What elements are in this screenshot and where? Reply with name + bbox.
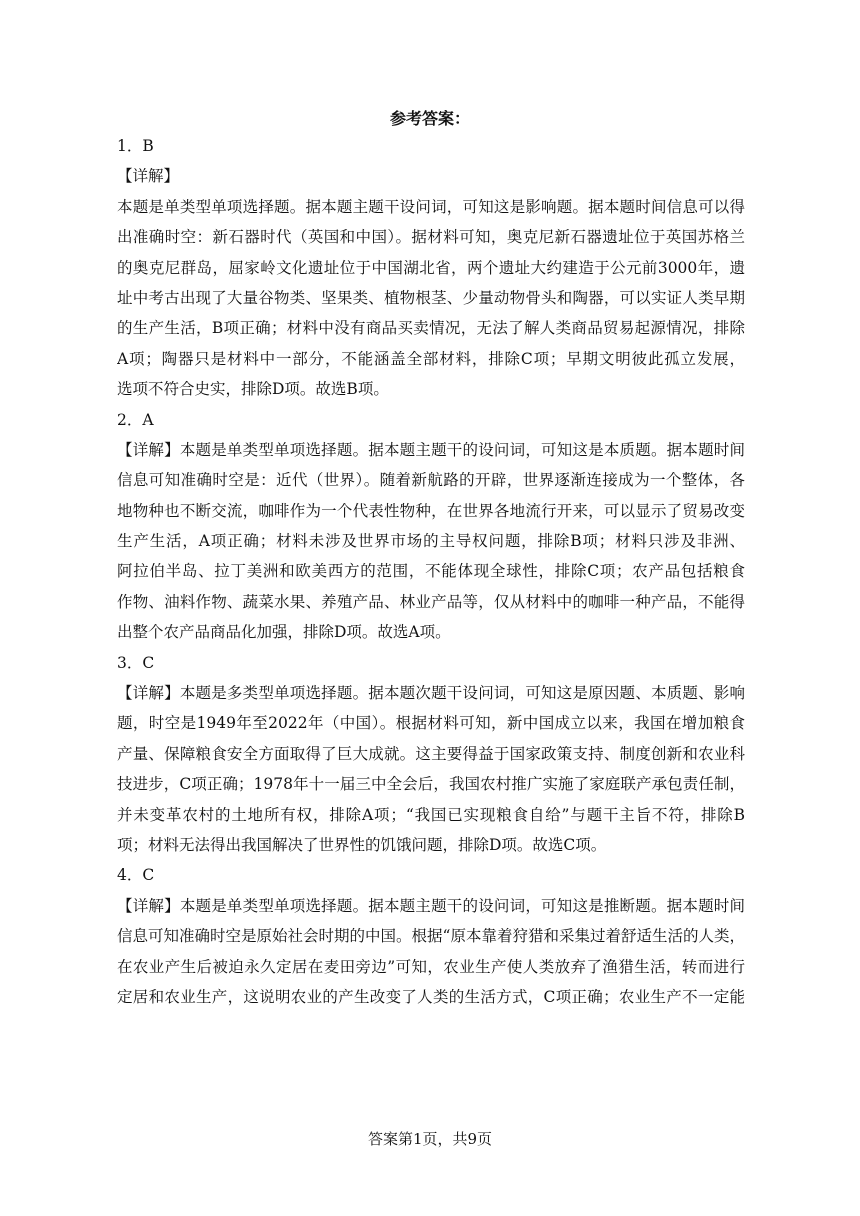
text-line: 选项不符合史实，排除D项。故选B项。 [117, 380, 389, 399]
text-line: 址中考古出现了大量谷物类、坚果类、植物根茎、少量动物骨头和陶器，可以实证人类早期 [117, 288, 745, 307]
text-line: 信息可知准确时空是：近代（世界）。随着新航路的开辟，世界逐渐连接成为一个整体，各 [117, 471, 745, 490]
text-line: 产量、保障粮食安全方面取得了巨大成就。这主要得益于国家政策支持、制度创新和农业科 [117, 744, 745, 763]
text-line: 【详解】 [117, 167, 180, 186]
text-line: 生产生活，A项正确；材料未涉及世界市场的主导权问题，排除B项；材料只涉及非洲、 [117, 532, 745, 551]
text-line: 并未变革农村的土地所有权，排除A项；“我国已实现粮食自给”与题干主旨不符，排除B [117, 805, 745, 824]
answer-body [117, 131, 745, 1012]
text-line: 出准确时空：新石器时代（英国和中国）。据材料可知，奥克尼新石器遗址位于英国苏格兰 [117, 228, 745, 247]
text-line: 定居和农业生产，这说明农业的产生改变了人类的生活方式，C项正确；农业生产不一定能 [117, 987, 745, 1006]
text-line: 的奥克尼群岛，屈家岭文化遗址位于中国湖北省，两个遗址大约建造于公元前3000年，遗 [117, 258, 745, 277]
page-footer: 答案第1页，共9页 [367, 1130, 493, 1148]
text-line: 信息可知准确时空是原始社会时期的中国。根据“原本靠着狩猎和采集过着舒适生活的人类， [117, 927, 745, 946]
text-line: 1．B [117, 137, 154, 155]
text-line: 本题是单类型单项选择题。据本题主题干设问词，可知这是影响题。据本题时间信息可以得 [117, 197, 745, 216]
text-line: 作物、油料作物、蔬菜水果、养殖产品、林业产品等，仅从材料中的咖啡一种产品，不能得 [117, 592, 745, 611]
text-line: 【详解】本题是单类型单项选择题。据本题主题干的设问词，可知这是本质题。据本题时间 [117, 440, 745, 459]
text-line: 题，时空是1949年至2022年（中国）。根据材料可知，新中国成立以来，我国在增加粮食 [117, 714, 745, 733]
text-line: 【详解】本题是多类型单项选择题。据本题次题干设问词，可知这是原因题、本质题、影响 [117, 684, 745, 703]
text-line: 技进步，C项正确；1978年十一届三中全会后，我国农村推广实施了家庭联产承包责任制， [117, 775, 745, 794]
text-line: 4．C [117, 866, 155, 885]
text-line: 【详解】本题是单类型单项选择题。据本题主题干的设问词，可知这是推断题。据本题时间 [117, 896, 745, 915]
text-line: 出整个农产品商品化加强，排除D项。故选A项。 [117, 623, 451, 642]
text-line: 的生产生活，B项正确；材料中没有商品买卖情况，无法了解人类商品贸易起源情况，排除 [117, 319, 745, 338]
text-line: 在农业产生后被迫永久定居在麦田旁边”可知，农业生产使人类放弃了渔猎生活，转而进行 [117, 957, 745, 976]
text-line: 项；材料无法得出我国解决了世界性的饥饿问题，排除D项。故选C项。 [117, 835, 607, 854]
text-line: A项；陶器只是材料中一部分，不能涵盖全部材料，排除C项；早期文明彼此孤立发展， [117, 349, 745, 368]
page-title: 参考答案： [389, 109, 470, 128]
text-line: 阿拉伯半岛、拉丁美洲和欧美西方的范围，不能体现全球性，排除C项；农产品包括粮食 [117, 562, 745, 581]
text-line: 3．C [117, 653, 155, 672]
text-line: 地物种也不断交流，咖啡作为一个代表性物种，在世界各地流行开来，可以显示了贸易改变 [117, 501, 745, 520]
text-line: 2．A [117, 410, 154, 429]
